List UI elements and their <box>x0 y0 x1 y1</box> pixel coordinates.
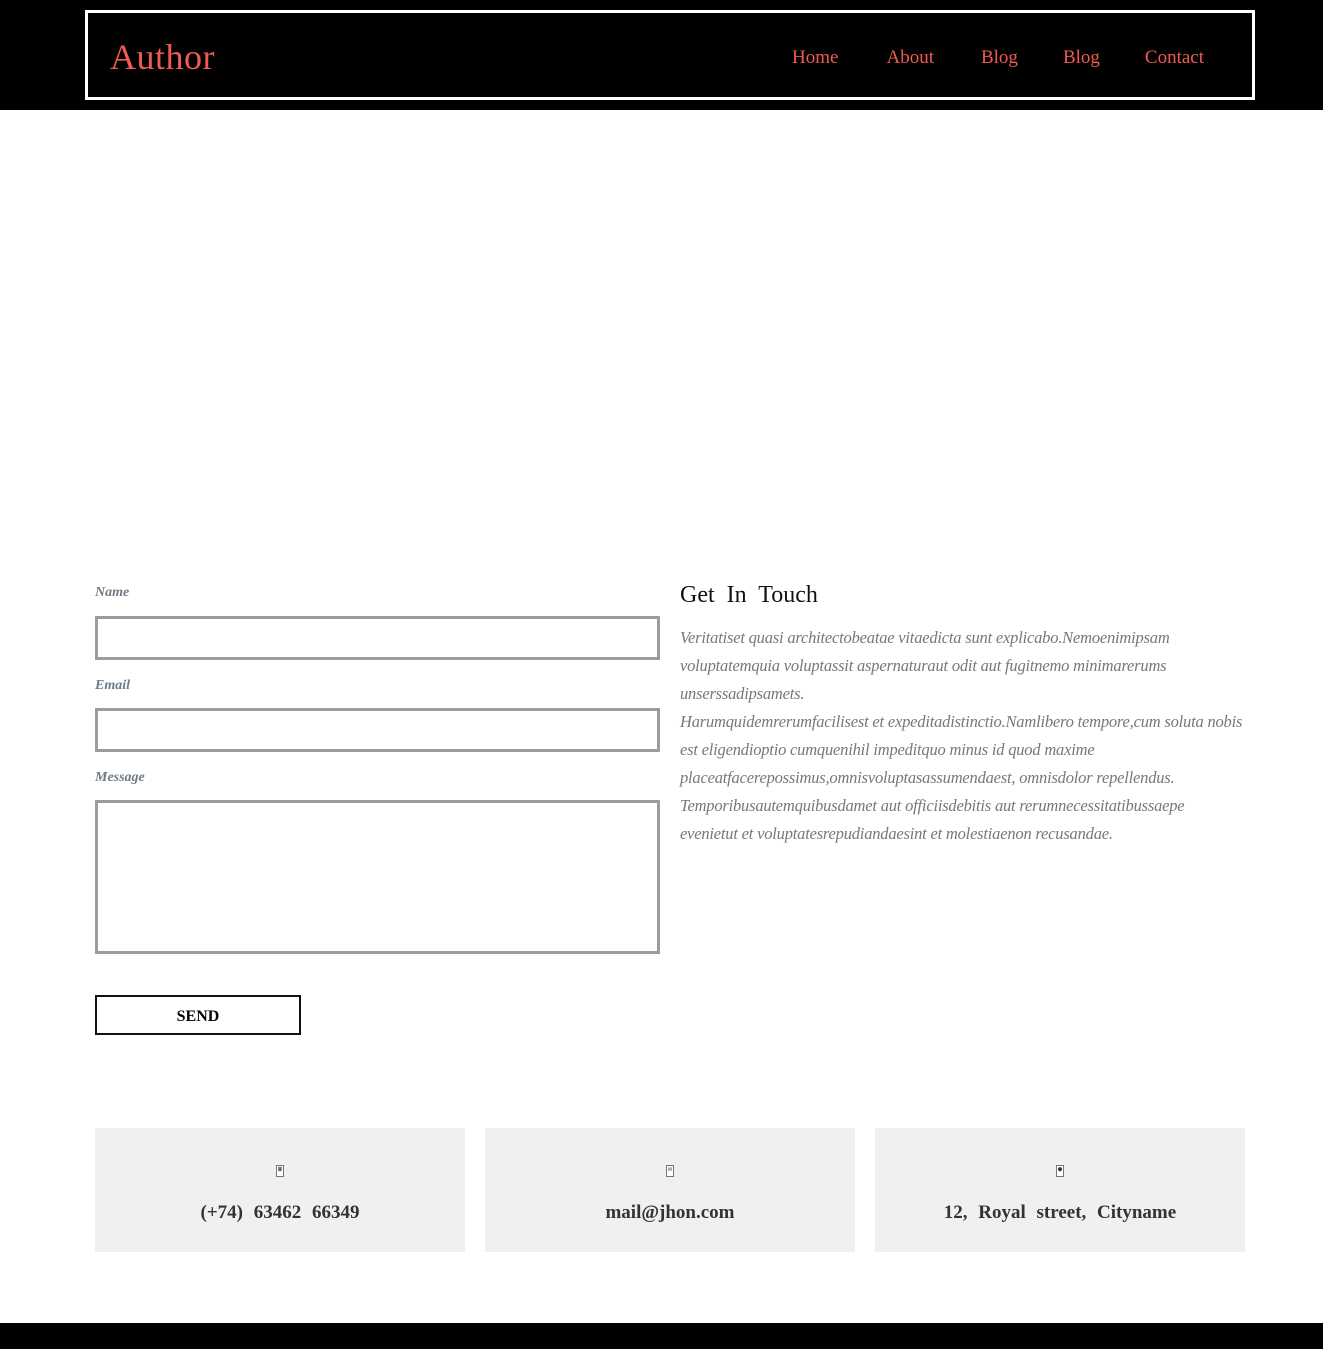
header-frame <box>85 10 1255 100</box>
message-textarea[interactable] <box>95 800 660 954</box>
brand-logo[interactable]: Author <box>110 37 215 77</box>
email-field[interactable] <box>95 708 660 752</box>
name-label: Name <box>95 585 130 600</box>
phone-icon: ☎ <box>276 1165 284 1177</box>
mail-icon: ✉ <box>666 1165 674 1177</box>
top-bar <box>0 0 1323 110</box>
message-label: Message <box>95 770 145 785</box>
phone-card <box>95 1128 465 1252</box>
email-address[interactable]: mail@jhon.com <box>605 1202 735 1223</box>
send-button[interactable]: SEND <box>95 995 301 1035</box>
street-address: 12, Royal street, Cityname <box>943 1202 1177 1223</box>
nav-contact-link[interactable]: Contact <box>1144 47 1204 68</box>
get-in-touch-paragraph: Veritatiset quasi architectobeatae vitaedicta sunt explicabo.Nemoenimipsam voluptatemquia voluptassit aspernaturaut odit aut fugitnemo minimarerums unserssadipsamets. <box>680 628 1170 703</box>
get-in-touch-title: Get In Touch <box>680 582 818 608</box>
get-in-touch-paragraph: Harumquidemrerumfacilisest et expeditadistinctio.Namlibero tempore,cum soluta nobis est eligendioptio cumquenihil impeditquo minus id quod maxime placeatfacerepossimus,omnisvoluptasassumendaest, omnisdolor repellendus. Temporibusautemquibusdamet aut officiisdebitis aut rerumnecessitatibussaepe evenietut et voluptatesrepudiandaesint et molestiaenon recusandae. <box>680 712 1243 843</box>
name-field[interactable] <box>95 616 660 660</box>
nav-blog-link[interactable]: Blog <box>980 47 1018 68</box>
phone-number: (+74) 63462 66349 <box>200 1202 360 1223</box>
nav-blog-link-2[interactable]: Blog <box>1062 47 1100 68</box>
email-label: Email <box>95 678 131 693</box>
contact-info-cards <box>95 1128 1245 1252</box>
address-card <box>875 1128 1245 1252</box>
get-in-touch-section <box>680 580 1245 848</box>
email-card <box>485 1128 855 1252</box>
get-in-touch-text <box>680 624 1245 848</box>
footer-bar <box>0 1323 1323 1349</box>
main-nav <box>792 46 1204 70</box>
location-icon: ● <box>1056 1165 1064 1177</box>
nav-about-link[interactable]: About <box>886 47 934 68</box>
nav-home-link[interactable]: Home <box>792 47 839 68</box>
